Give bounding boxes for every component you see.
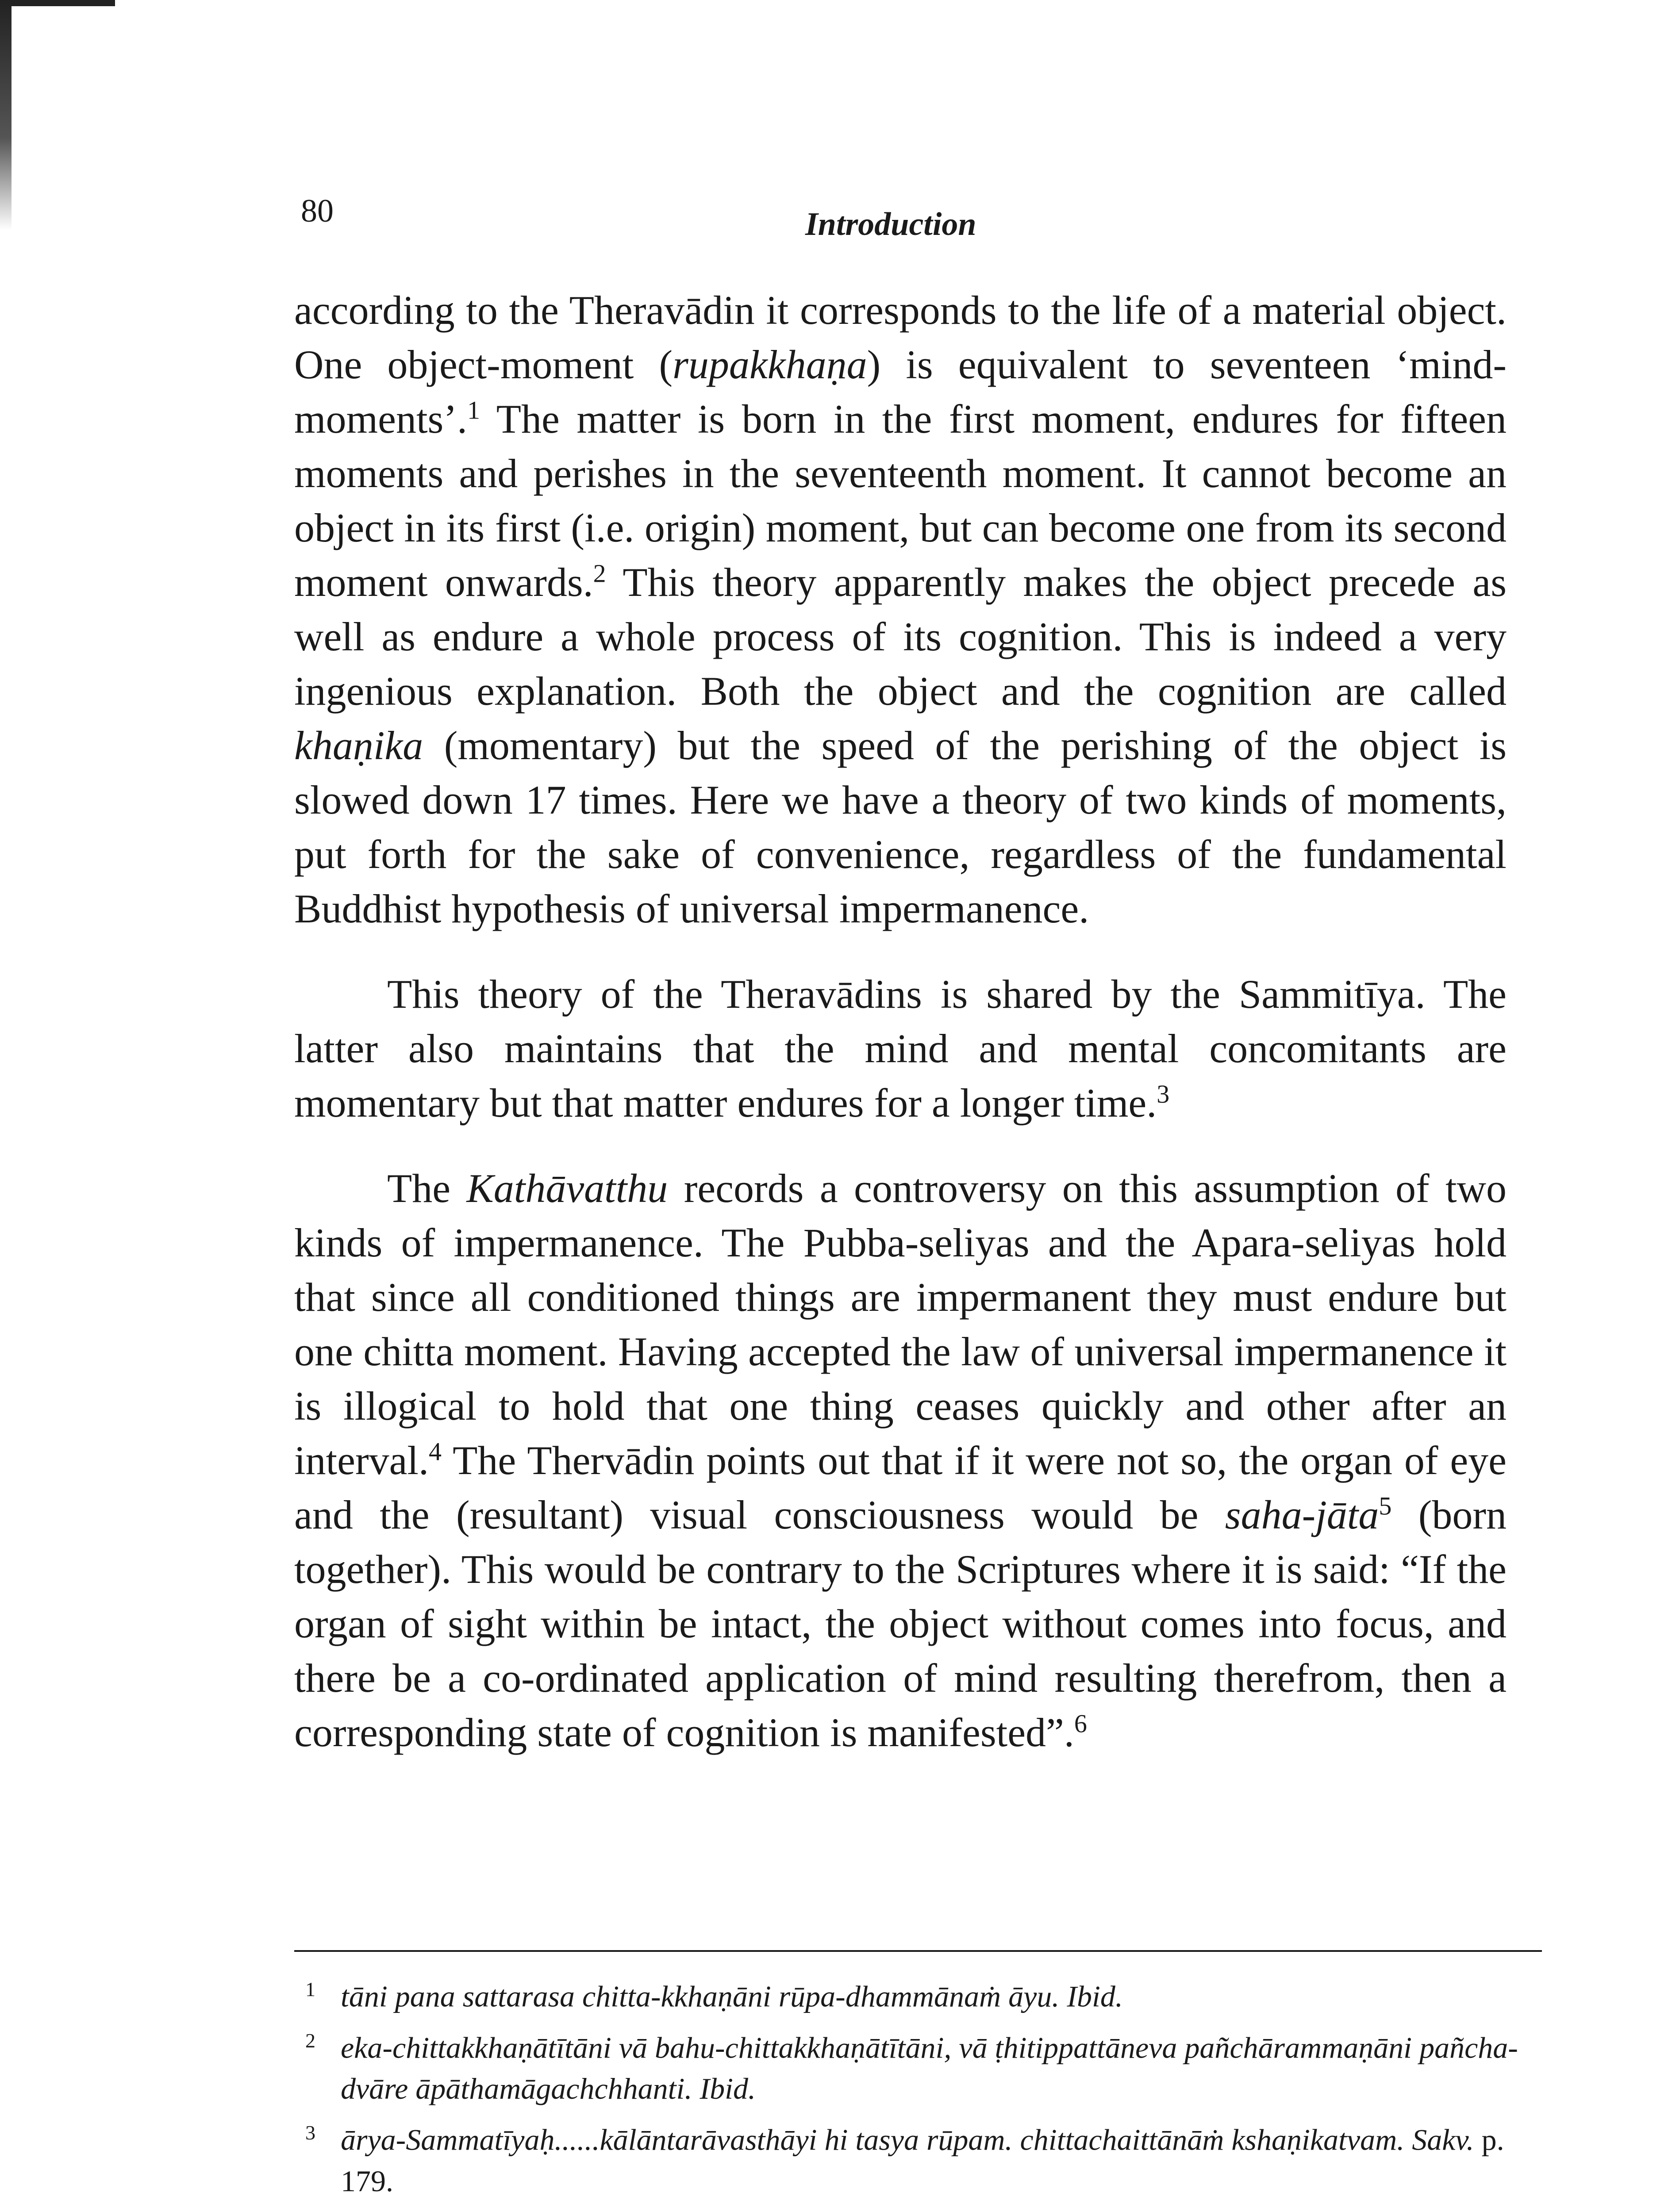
- text-span: according to the Theravādin it corresponds to the life of a material object. One object-moment (: [294, 288, 1507, 387]
- body-text: [294, 283, 1507, 1791]
- scan-edge-left: [0, 0, 12, 230]
- footnote-ref: 3: [1157, 1079, 1170, 1109]
- text-span: The matter is born in the first moment, endures for fifteen moments and perishes in the seventeenth moment. It cannot become an object in its first (i.e. origin) moment, but can become one from its second moment onwards.: [294, 396, 1507, 605]
- footnote-ref: 4: [429, 1437, 442, 1466]
- footnote-number: 2: [305, 2029, 315, 2052]
- paragraph-2: [294, 967, 1507, 1130]
- footnote: [305, 2204, 1526, 2212]
- running-head: Introduction: [805, 206, 976, 242]
- text-span: This theory apparently makes the object precede as well as endure a whole process of its cognition. This is indeed a very ingenious explanation. Both the object and the cognition are called: [294, 560, 1507, 714]
- footnote-text: eka-chittakkhaṇātītāni vā bahu-chittakkhaṇātītāni, vā ṭhitippattāneva pañchārammaṇāni pañcha-dvāre āpāthamāgachchhanti. Ibid.: [341, 2031, 1518, 2106]
- footnotes: [305, 1969, 1526, 2212]
- text-span: This theory of the Theravādins is shared by the Sammitīya. The latter also maintains that the mind and mental concomitants are momentary but that matter endures for a longer time.: [294, 972, 1507, 1125]
- page-number: 80: [301, 193, 334, 229]
- text-span: (momentary) but the speed of the perishing of the object is slowed down 17 times. Here we have a theory of two kinds of moments, put forth for the sake of convenience, regardless of the fundamental Buddhist hypothesis of universal impermanence.: [294, 723, 1507, 931]
- text-span: (born together). This would be contrary to the Scriptures where it is said: “If the organ of sight within be intact, the object without comes into focus, and there be a co-ordinated application of mind resulting therefrom, then a corresponding state of cognition is manifested”.: [294, 1492, 1507, 1755]
- footnote: [305, 2020, 1526, 2110]
- text-span: records a controversy on this assumption of two kinds of impermanence. The Pubba-seliyas and the Apara-seliyas hold that since all conditioned things are impermanent they must endure but one chitta moment. Having accepted the law of universal impermanence it is illogical to hold that one thing ceases quickly and other after an interval.: [294, 1166, 1507, 1483]
- footnote-ref: 1: [467, 396, 480, 425]
- book-title: Kathāvatthu: [466, 1166, 668, 1211]
- footnote-text: ārya-Sammatīyaḥ......kālāntarāvasthāyi hi tasya rūpam. chittachaittānāṁ kshaṇikatvam. Sakv.: [341, 2123, 1474, 2157]
- footnote-number: [305, 2204, 341, 2212]
- paragraph-1: [294, 283, 1507, 936]
- footnote: [305, 1969, 1526, 2017]
- footnote-reference: p. 179.: [341, 2123, 1504, 2198]
- pali-term: saha-jāta: [1225, 1492, 1379, 1537]
- footnote-ref: 2: [593, 559, 606, 588]
- text-span: The: [387, 1166, 467, 1211]
- pali-term: khaṇika: [294, 723, 423, 768]
- footnote-rule: [294, 1950, 1542, 1952]
- footnote-ref: 6: [1074, 1709, 1087, 1738]
- pali-term: rupakkhaṇa: [673, 342, 867, 387]
- footnote: [305, 2112, 1526, 2202]
- text-span: ) is equivalent to seventeen ‘mind-moments’.: [294, 342, 1507, 442]
- footnote-number: 1: [305, 1978, 315, 2001]
- footnote-text: tāni pana sattarasa chitta-kkhaṇāni rūpa-dhammānaṁ āyu. Ibid.: [341, 1979, 1123, 2013]
- scan-edge-top: [0, 0, 115, 6]
- paragraph-3: [294, 1161, 1507, 1760]
- footnote-number: 3: [305, 2121, 315, 2144]
- footnote-ref: 5: [1379, 1491, 1392, 1521]
- text-span: The Thervādin points out that if it were not so, the organ of eye and the (resultant) visual consciousness would be: [294, 1438, 1507, 1537]
